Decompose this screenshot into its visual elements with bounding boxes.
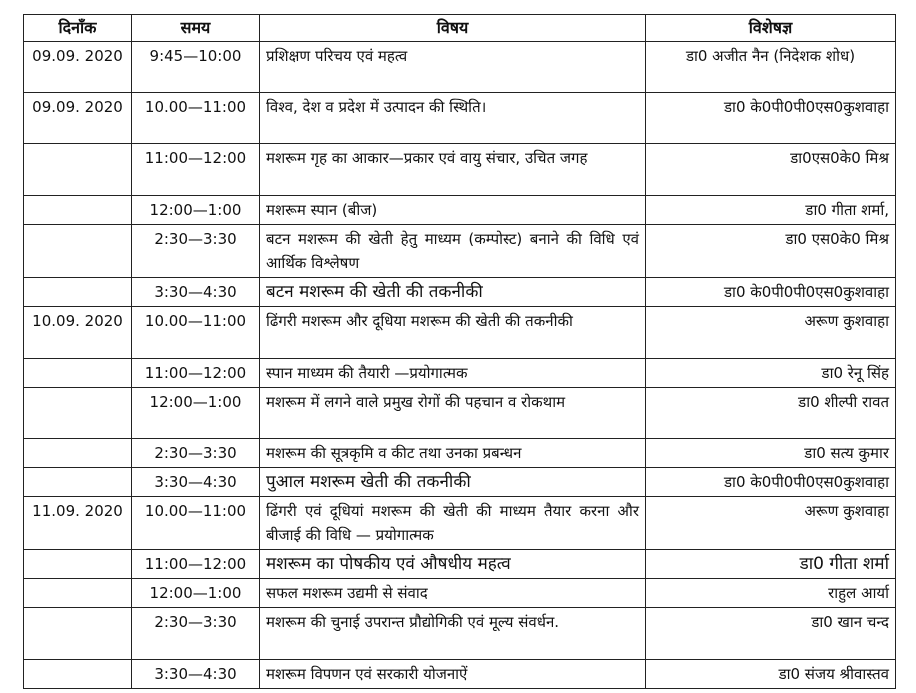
table-row: [24, 550, 896, 579]
schedule-table: [23, 14, 896, 689]
header-time: समय: [132, 15, 260, 42]
expert-cell: डा0 गीता शर्मा,: [646, 196, 896, 225]
subject-cell: विश्व, देश व प्रदेश में उत्पादन की स्थिति।: [260, 93, 646, 144]
date-cell: [24, 439, 132, 468]
date-cell: [24, 388, 132, 439]
time-cell: 3:30—4:30: [132, 468, 260, 497]
table-row: [24, 608, 896, 660]
time-cell: 2:30—3:30: [132, 439, 260, 468]
date-cell: [24, 278, 132, 307]
expert-cell: डा0 अजीत नैन (निदेशक शोध): [646, 42, 896, 93]
date-cell: [24, 144, 132, 196]
expert-cell: अरूण कुशवाहा: [646, 497, 896, 550]
subject-cell: बटन मशरूम की खेती की तकनीकी: [260, 278, 646, 307]
table-row: [24, 278, 896, 307]
subject-cell: बटन मशरूम की खेती हेतु माध्यम (कम्पोस्ट) बनाने की विधि एवं आर्थिक विश्लेषण: [260, 225, 646, 278]
time-cell: 10.00—11:00: [132, 93, 260, 144]
time-cell: 11:00—12:00: [132, 550, 260, 579]
date-cell: [24, 196, 132, 225]
date-cell: [24, 225, 132, 278]
header-row: [24, 15, 896, 42]
expert-cell: डा0 संजय श्रीवास्तव: [646, 660, 896, 689]
expert-cell: डा0 रेनू सिंह: [646, 359, 896, 388]
subject-cell: प्रशिक्षण परिचय एवं महत्व: [260, 42, 646, 93]
time-cell: 3:30—4:30: [132, 660, 260, 689]
time-cell: 12:00—1:00: [132, 579, 260, 608]
table-row: [24, 439, 896, 468]
time-cell: 11:00—12:00: [132, 359, 260, 388]
expert-cell: डा0एस0के0 मिश्र: [646, 144, 896, 196]
expert-cell: डा0 शील्पी रावत: [646, 388, 896, 439]
subject-cell: स्पान माध्यम की तैयारी —प्रयोगात्मक: [260, 359, 646, 388]
time-cell: 3:30—4:30: [132, 278, 260, 307]
date-cell: 09.09. 2020: [24, 42, 132, 93]
table-row: [24, 225, 896, 278]
date-cell: [24, 608, 132, 660]
expert-cell: अरूण कुशवाहा: [646, 307, 896, 359]
expert-cell: डा0 के0पी0पी0एस0कुशवाहा: [646, 93, 896, 144]
date-cell: [24, 550, 132, 579]
subject-cell: पुआल मशरूम खेती की तकनीकी: [260, 468, 646, 497]
subject-cell: मशरूम स्पान (बीज): [260, 196, 646, 225]
table-row: [24, 359, 896, 388]
subject-cell: ढिंगरी एवं दूधियां मशरूम की खेती की माध्यम तैयार करना और बीजाई की विधि — प्रयोगात्मक: [260, 497, 646, 550]
expert-cell: डा0 के0पी0पी0एस0कुशवाहा: [646, 468, 896, 497]
subject-cell: मशरूम गृह का आकार—प्रकार एवं वायु संचार, उचित जगह: [260, 144, 646, 196]
subject-cell: मशरूम की चुनाई उपरान्त प्रौद्योगिकी एवं मूल्य संवर्धन.: [260, 608, 646, 660]
time-cell: 2:30—3:30: [132, 225, 260, 278]
date-cell: 09.09. 2020: [24, 93, 132, 144]
header-date: दिनाँक: [24, 15, 132, 42]
table-row: [24, 579, 896, 608]
date-cell: 10.09. 2020: [24, 307, 132, 359]
header-expert: विशेषज्ञ: [646, 15, 896, 42]
time-cell: 12:00—1:00: [132, 196, 260, 225]
subject-cell: मशरूम का पोषकीय एवं औषधीय महत्व: [260, 550, 646, 579]
table-row: [24, 42, 896, 93]
subject-cell: मशरूम में लगने वाले प्रमुख रोगों की पहचान व रोकथाम: [260, 388, 646, 439]
expert-cell: डा0 गीता शर्मा: [646, 550, 896, 579]
time-cell: 12:00—1:00: [132, 388, 260, 439]
expert-cell: डा0 के0पी0पी0एस0कुशवाहा: [646, 278, 896, 307]
time-cell: 10.00—11:00: [132, 497, 260, 550]
expert-cell: राहुल आर्या: [646, 579, 896, 608]
table-row: [24, 388, 896, 439]
date-cell: 11.09. 2020: [24, 497, 132, 550]
date-cell: [24, 359, 132, 388]
table-row: [24, 497, 896, 550]
table-row: [24, 307, 896, 359]
time-cell: 2:30—3:30: [132, 608, 260, 660]
date-cell: [24, 468, 132, 497]
expert-cell: डा0 सत्य कुमार: [646, 439, 896, 468]
table-row: [24, 93, 896, 144]
expert-cell: डा0 खान चन्द: [646, 608, 896, 660]
time-cell: 9:45—10:00: [132, 42, 260, 93]
expert-cell: डा0 एस0के0 मिश्र: [646, 225, 896, 278]
date-cell: [24, 660, 132, 689]
subject-cell: ढिंगरी मशरूम और दूधिया मशरूम की खेती की तकनीकी: [260, 307, 646, 359]
table-row: [24, 196, 896, 225]
header-subject: विषय: [260, 15, 646, 42]
date-cell: [24, 579, 132, 608]
subject-cell: मशरूम विपणन एवं सरकारी योजनाऐं: [260, 660, 646, 689]
time-cell: 11:00—12:00: [132, 144, 260, 196]
subject-cell: मशरूम की सूत्रकृमि व कीट तथा उनका प्रबन्धन: [260, 439, 646, 468]
table-row: [24, 468, 896, 497]
table-row: [24, 660, 896, 689]
table-row: [24, 144, 896, 196]
time-cell: 10.00—11:00: [132, 307, 260, 359]
subject-cell: सफल मशरूम उद्यमी से संवाद: [260, 579, 646, 608]
